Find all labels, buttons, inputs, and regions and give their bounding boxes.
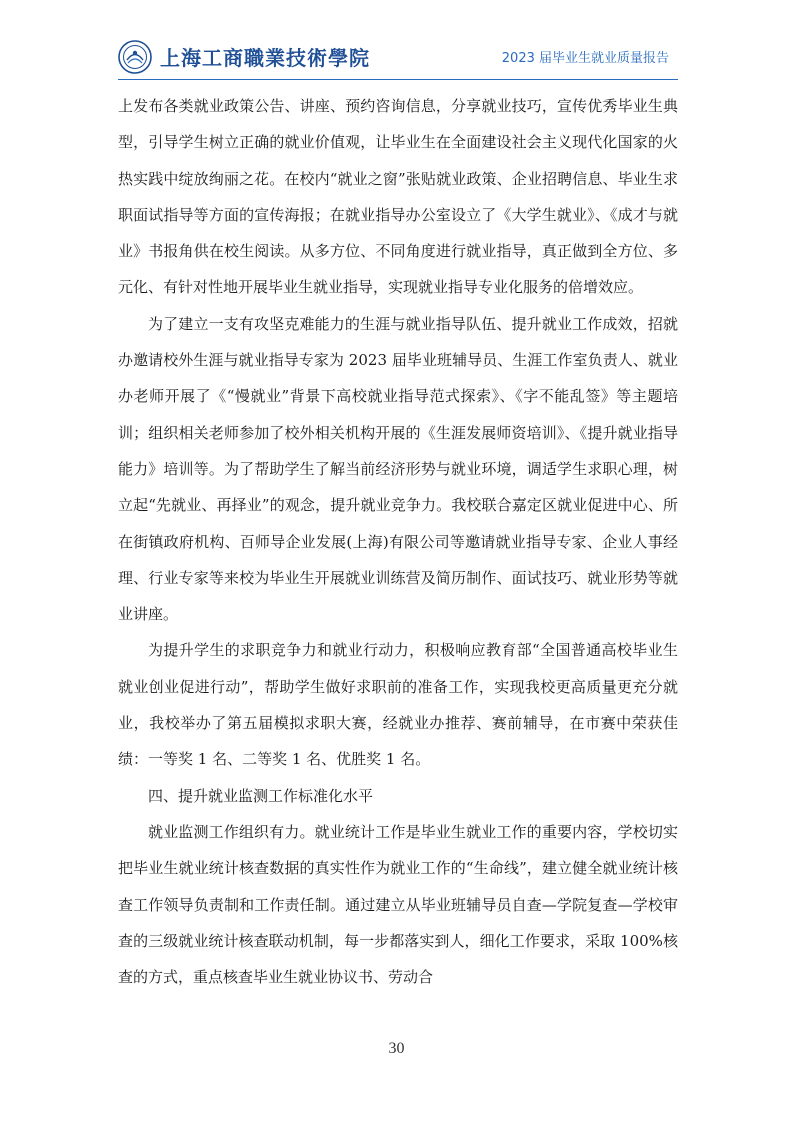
- paragraph: 为提升学生的求职竞争力和就业行动力，积极响应教育部“全国普通高校毕业生就业创业促进行动”，帮助学生做好求职前的准备工作，实现我校更高质量更充分就业，我校举办了第五届模拟求职大赛，经就业办推荐、赛前辅导，在市赛中荣获佳绩：一等奖 1 名、二等奖 1 名、优胜奖 1 名。: [118, 641, 678, 769]
- paragraph: 上发布各类就业政策公告、讲座、预约咨询信息，分享就业技巧，宣传优秀毕业生典型，引导学生树立正确的就业价值观，让毕业生在全面建设社会主义现代化国家的火热实践中绽放绚丽之花。在校内“就业之窗”张贴就业政策、企业招聘信息、毕业生求职面试指导等方面的宣传海报；在就业指导办公室设立了《大学生就业》、《成才与就业》书报角供在校生阅读。从多方位、不同角度进行就业指导，真正做到全方位、多元化、有针对性地开展毕业生就业指导，实现就业指导专业化服务的倍增效应。: [118, 97, 678, 297]
- page-header: [0, 0, 793, 90]
- school-logo-icon: [118, 40, 152, 74]
- paragraph: 就业监测工作组织有力。就业统计工作是毕业生就业工作的重要内容，学校切实把毕业生就业统计核查数据的真实性作为就业工作的“生命线”，建立健全就业统计核查工作领导负责制和工作责任制。通过建立从毕业班辅导员自查—学院复查—学校审查的三级就业统计核查联动机制，每一步都落实到人，细化工作要求，采取 100%核查的方式，重点核查毕业生就业协议书、劳动合: [118, 822, 678, 987]
- header-divider: [118, 79, 678, 80]
- paragraph: 为了建立一支有攻坚克难能力的生涯与就业指导队伍、提升就业工作成效，招就办邀请校外生涯与就业指导专家为 2023 届毕业班辅导员、生涯工作室负责人、就业办老师开展了《“慢就业”背景下高校就业指导范式探索》、《字不能乱签》等主题培训；组织相关老师参加了校外相关机构开展的《生涯发展师资培训》、《提升就业指导能力》培训等。为了帮助学生了解当前经济形势与就业环境，调适学生求职心理，树立起“先就业、再择业”的观念，提升就业竞争力。我校联合嘉定区就业促进中心、所在街镇政府机构、百师导企业发展(上海)有限公司等邀请就业指导专家、企业人事经理、行业专家等来校为毕业生开展就业训练营及简历制作、面试技巧、就业形势等就业讲座。: [118, 314, 678, 624]
- report-title: 2023 届毕业生就业质量报告: [501, 51, 669, 66]
- page-number: 30: [388, 1040, 405, 1057]
- school-name: 上海工商職業技術學院: [160, 46, 370, 70]
- section-heading: 四、提升就业监测工作标准化水平: [148, 786, 374, 805]
- body-text: [118, 88, 678, 995]
